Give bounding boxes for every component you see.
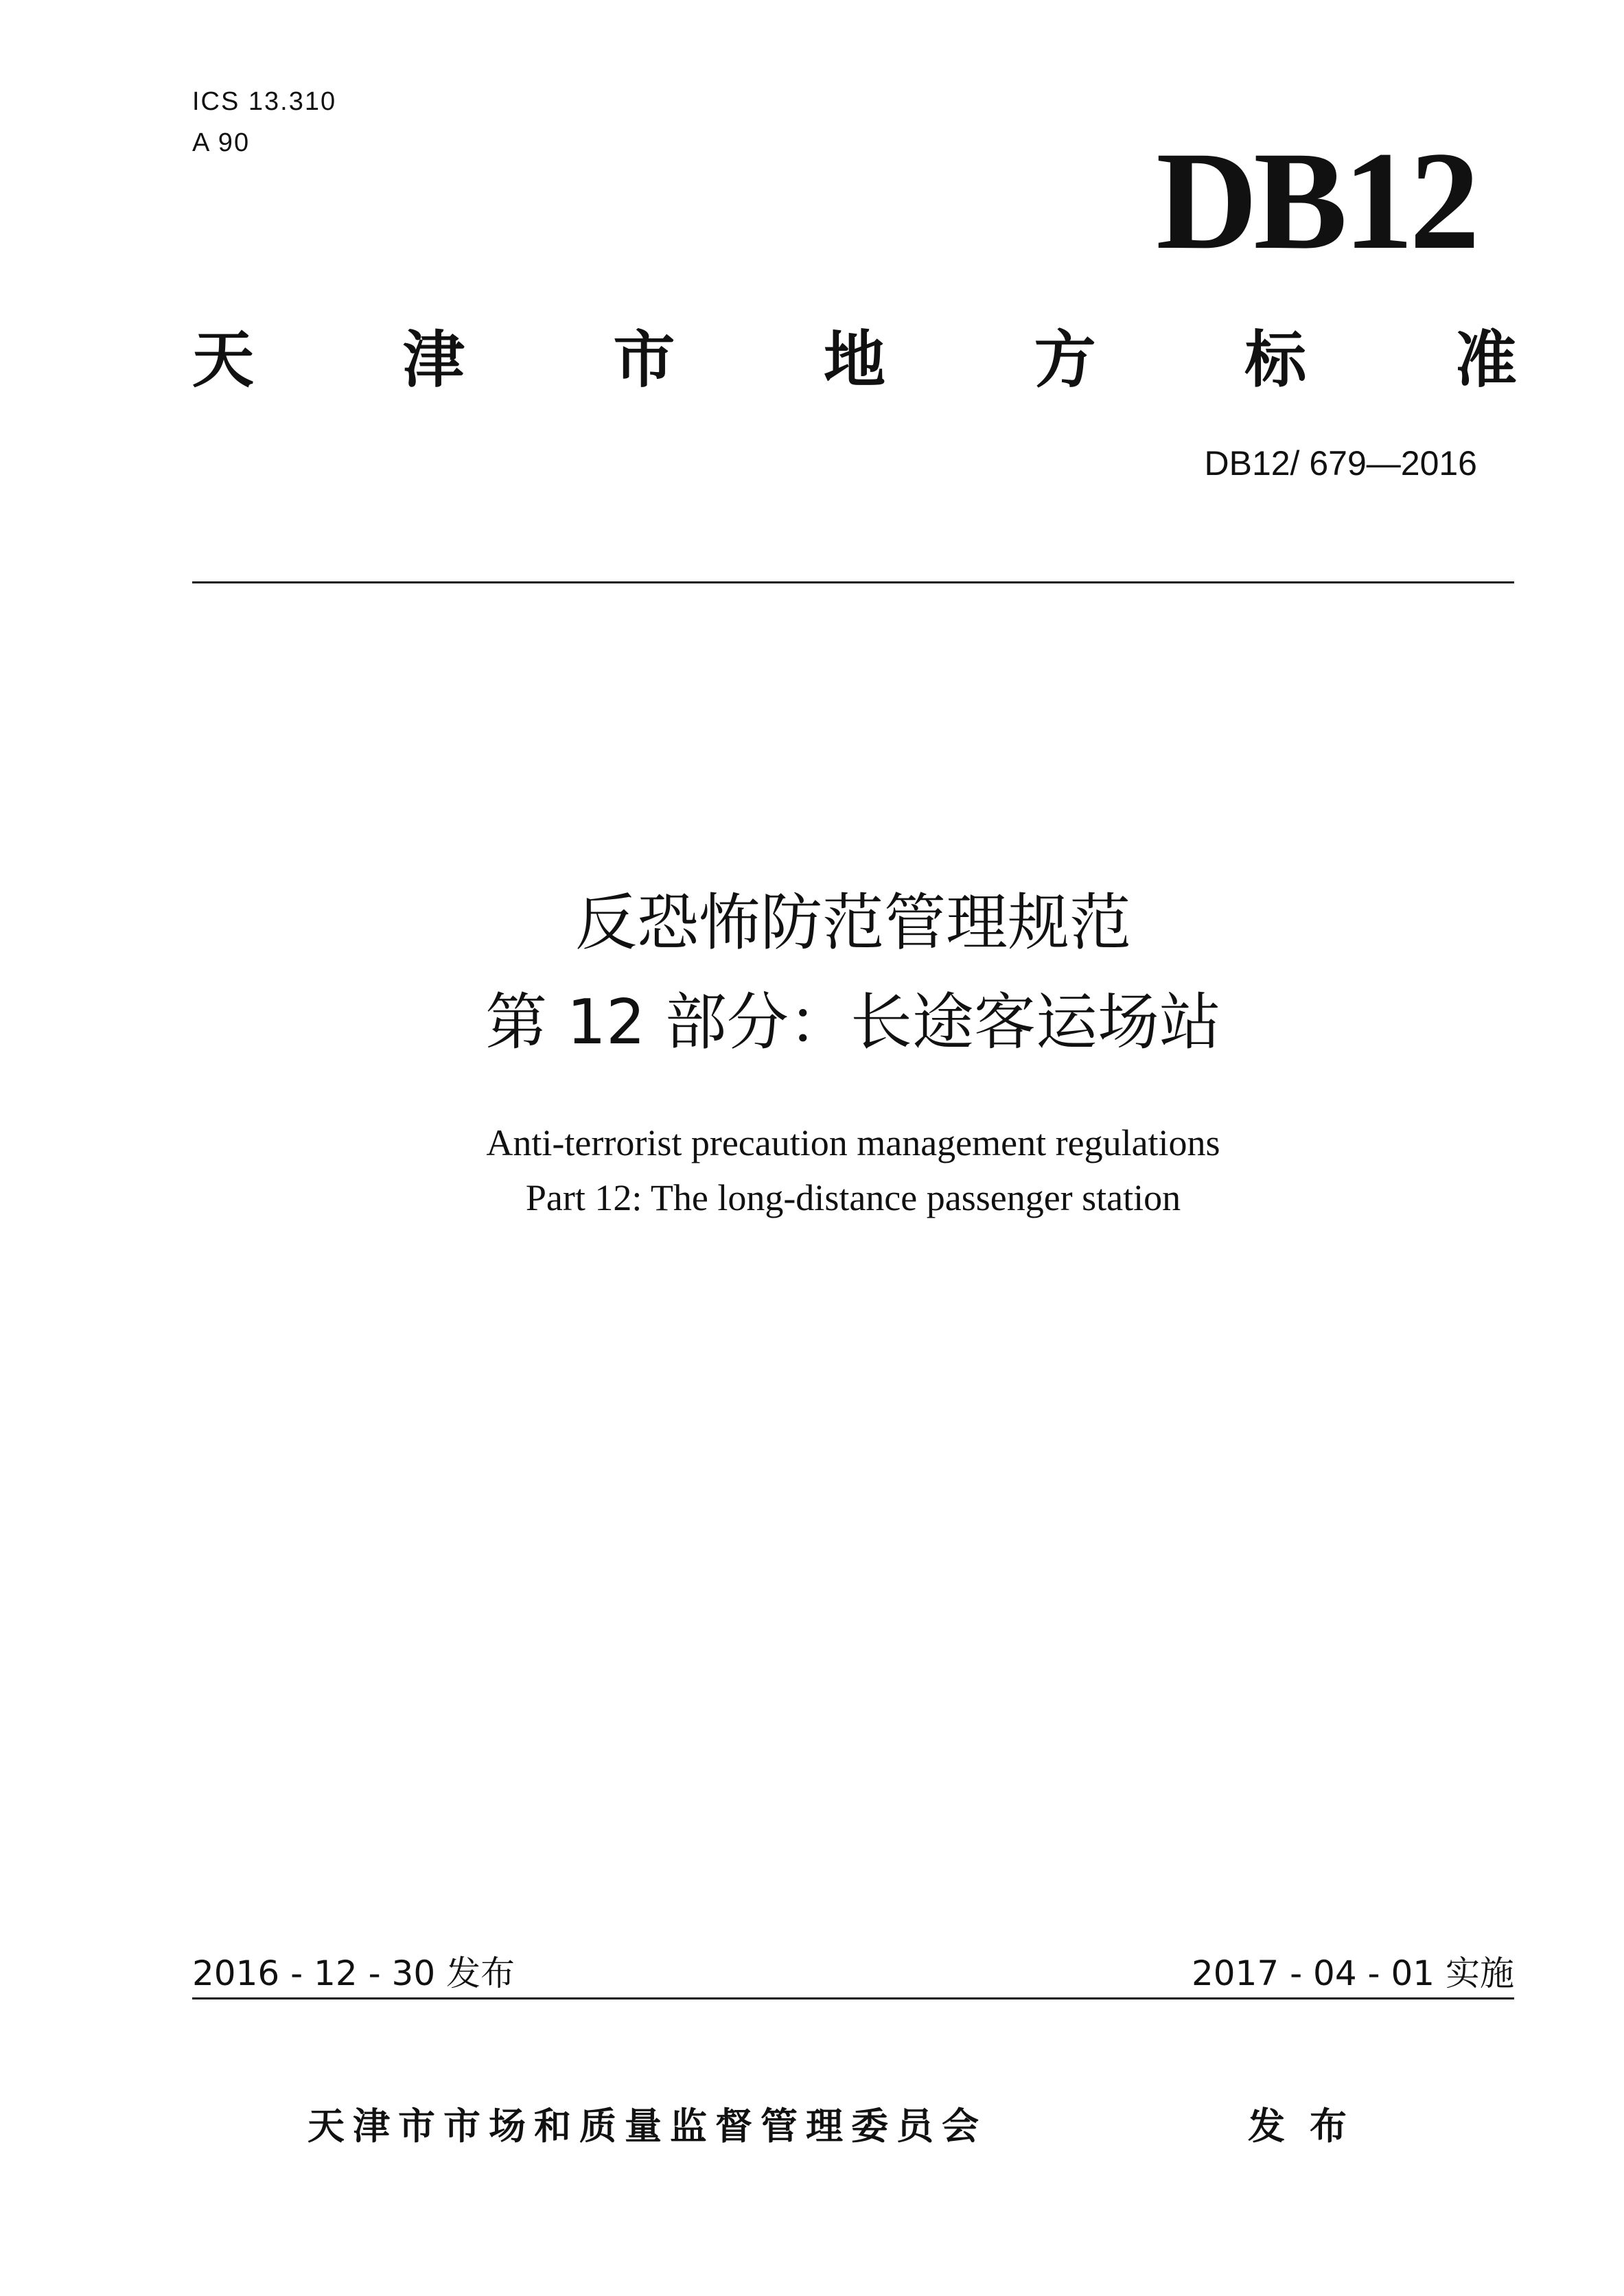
standard-type-char: 天	[192, 324, 254, 396]
standard-type-char: 地	[823, 324, 885, 396]
issue-date: 2016 - 12 - 30 发布	[192, 1953, 515, 1993]
standard-type-char: 市	[613, 324, 675, 396]
ics-code: ICS 13.310	[192, 87, 337, 116]
title-chinese-line1: 反恐怖防范管理规范	[575, 887, 1131, 959]
standard-type-char: 标	[1244, 324, 1307, 396]
bottom-divider	[192, 1997, 1514, 1999]
standard-type-char: 方	[1034, 324, 1096, 396]
top-divider	[192, 581, 1514, 583]
standard-number: DB12/ 679—2016	[1204, 444, 1477, 483]
standard-type-char: 准	[1454, 324, 1517, 396]
title-english-line2: Part 12: The long-distance passenger station	[525, 1177, 1181, 1218]
standard-type-char: 津	[402, 324, 465, 396]
classification-codes	[192, 81, 336, 163]
publish-label: 发布	[1248, 2104, 1371, 2148]
ccs-code: A 90	[192, 128, 251, 157]
title-english-line1: Anti-terrorist precaution management regulations	[486, 1122, 1220, 1163]
standard-type-heading	[192, 316, 1517, 405]
title-chinese-line2: 第 12 部分：长途客运场站	[485, 986, 1221, 1058]
issuing-authority: 天津市市场和质量监督管理委员会	[308, 2104, 987, 2148]
standard-logo: DB12	[1156, 123, 1476, 279]
effective-date: 2017 - 04 - 01 实施	[1191, 1953, 1514, 1993]
